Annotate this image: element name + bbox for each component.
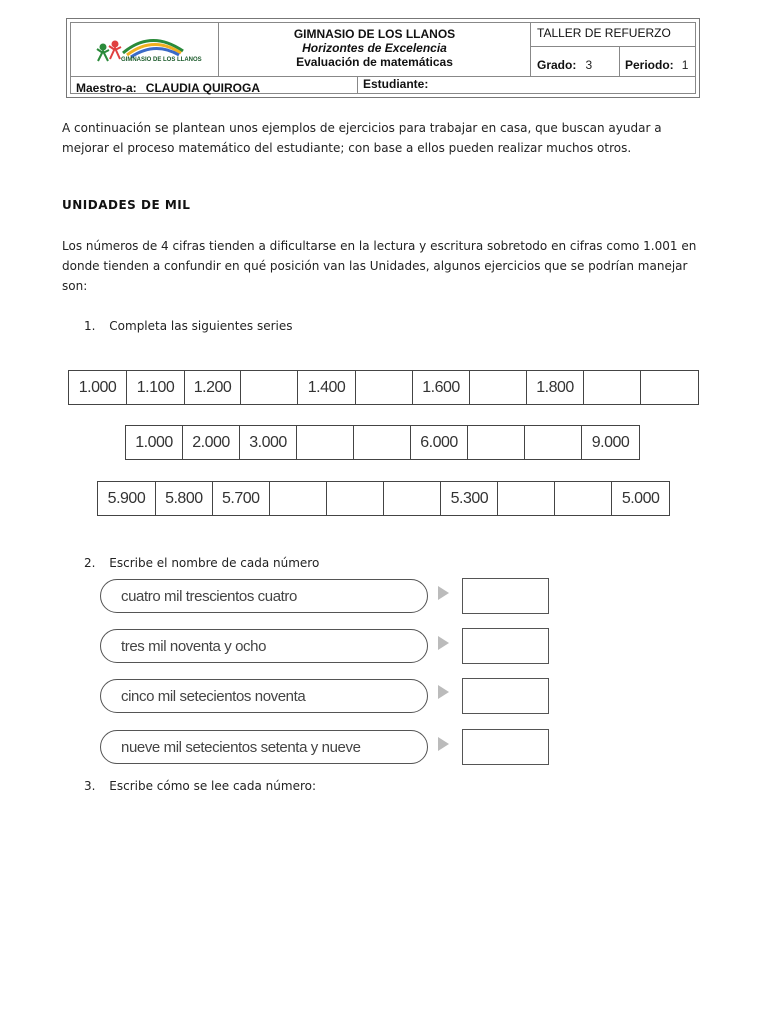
answer-box[interactable] <box>462 628 549 664</box>
answer-box[interactable] <box>462 678 549 714</box>
divider <box>357 76 358 94</box>
logo-emblem-icon <box>93 31 209 71</box>
series-cell: 3.000 <box>240 426 297 459</box>
number-name-pill: nueve mil setecientos setenta y nueve <box>100 730 428 764</box>
student-label: Estudiante: <box>363 77 429 91</box>
series-blank-cell[interactable] <box>327 482 384 515</box>
period-field <box>625 54 688 73</box>
number-name-pill: cuatro mil trescientos cuatro <box>100 579 428 613</box>
series-cell: 5.300 <box>441 482 498 515</box>
series-cell: 1.000 <box>126 426 183 459</box>
series-row-1 <box>68 370 699 405</box>
series-cell: 1.600 <box>413 371 470 404</box>
series-blank-cell[interactable] <box>356 371 413 404</box>
intro-paragraph: A continuación se plantean unos ejemplos de ejercicios para trabajar en casa, que buscan ayudar a mejorar el proceso matemático del estudiante; con base a ellos pueden realizar muchos otros. <box>62 121 662 155</box>
series-cell: 9.000 <box>591 433 630 451</box>
series-cell: 5.000 <box>621 489 660 507</box>
series-cell: 5.700 <box>213 482 270 515</box>
series-blank-cell[interactable] <box>641 371 698 404</box>
exercise-2-heading <box>84 553 319 573</box>
series-cell: 1.200 <box>185 371 241 404</box>
series-blank-cell[interactable] <box>270 482 327 515</box>
series-cell: 1.000 <box>69 371 127 404</box>
period-label: Periodo: <box>625 58 674 72</box>
series-blank-cell[interactable] <box>555 482 612 515</box>
number-name-pill: tres mil noventa y ocho <box>100 629 428 663</box>
exercise-1-heading <box>84 316 292 336</box>
divider <box>530 22 531 76</box>
series-blank-cell[interactable] <box>241 371 298 404</box>
answer-box[interactable] <box>462 729 549 765</box>
arrow-right-icon <box>438 636 449 650</box>
series-blank-cell[interactable] <box>384 482 442 515</box>
teacher-value: CLAUDIA QUIROGA <box>145 81 260 95</box>
series-blank-cell[interactable] <box>525 426 582 459</box>
series-blank-cell[interactable] <box>297 426 354 459</box>
arrow-right-icon <box>438 737 449 751</box>
school-title-block <box>219 27 530 69</box>
series-cell: 5.900 <box>98 482 156 515</box>
workshop-label: TALLER DE REFUERZO <box>537 26 671 40</box>
series-row-2 <box>125 425 640 460</box>
series-blank-cell[interactable] <box>498 482 555 515</box>
exercise-3-number: 3. <box>84 779 96 793</box>
exercise-2-title: Escribe el nombre de cada número <box>109 556 320 570</box>
arrow-right-icon <box>438 586 449 600</box>
series-blank-cell[interactable] <box>470 371 527 404</box>
exercise-3-heading <box>84 776 316 796</box>
period-value: 1 <box>681 58 689 72</box>
series-cell: 5.800 <box>156 482 213 515</box>
school-logo <box>93 31 209 71</box>
series-row-3 <box>97 481 670 516</box>
teacher-label: Maestro-a: <box>76 81 137 95</box>
grade-field <box>537 54 592 73</box>
grade-value: 3 <box>585 58 593 72</box>
logo-text: GIMNASIO DE LOS LLANOS <box>121 57 202 63</box>
teacher-field <box>76 77 260 96</box>
school-motto: Horizontes de Excelencia <box>302 41 447 55</box>
school-name: GIMNASIO DE LOS LLANOS <box>293 27 456 41</box>
divider <box>619 46 620 76</box>
section-paragraph: Los números de 4 cifras tienden a dificultarse en la lectura y escritura sobretodo en cifras como 1.001 en donde tienden a confundir en qué posición van las Unidades, algunos ejercicios que se podrían manejar son: <box>62 239 697 293</box>
grade-label: Grado: <box>537 58 577 72</box>
number-name-pill: cinco mil setecientos noventa <box>100 679 428 713</box>
exercise-3-title: Escribe cómo se lee cada número: <box>109 779 317 793</box>
exercise-1-number: 1. <box>84 319 96 333</box>
series-cell: 2.000 <box>183 426 240 459</box>
series-cell: 1.400 <box>298 371 356 404</box>
exercise-1-title: Completa las siguientes series <box>109 319 293 333</box>
series-blank-cell[interactable] <box>468 426 525 459</box>
series-blank-cell[interactable] <box>354 426 411 459</box>
section-title: UNIDADES DE MIL <box>62 198 191 212</box>
exercise-2-number: 2. <box>84 556 96 570</box>
arrow-right-icon <box>438 685 449 699</box>
series-blank-cell[interactable] <box>584 371 641 404</box>
evaluation-title: Evaluación de matemáticas <box>296 55 453 69</box>
answer-box[interactable] <box>462 578 549 614</box>
divider <box>530 46 696 47</box>
series-cell: 1.800 <box>527 371 584 404</box>
document-header <box>66 18 700 98</box>
series-cell: 6.000 <box>411 426 468 459</box>
series-cell: 1.100 <box>127 371 185 404</box>
